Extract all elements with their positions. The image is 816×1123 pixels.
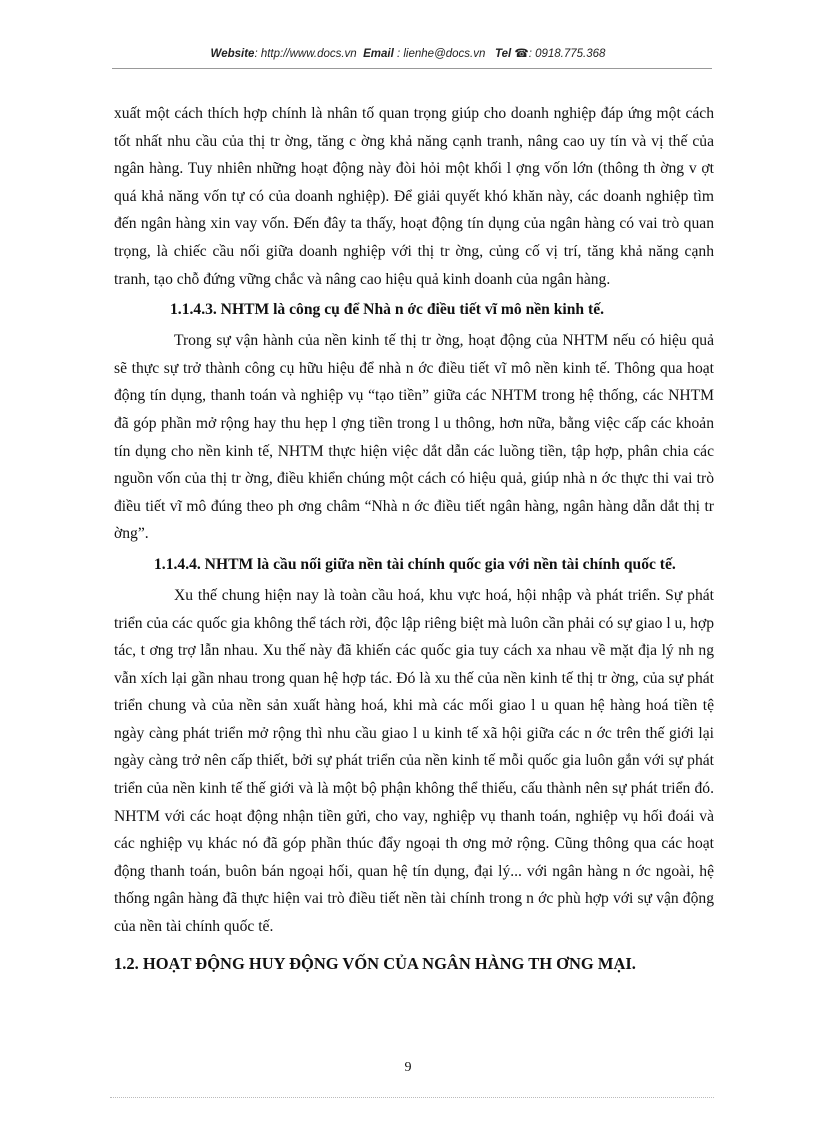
page-number: 9 [404,1060,412,1075]
website-label: Website [210,48,255,60]
paragraph-macro-regulation: Trong sự vận hành của nền kinh tế thị tr ờng, hoạt động của NHTM nếu có hiệu quả sẽ thực sự trở thành công cụ hữu hiệu để nhà n ớc điều tiết vĩ mô nền kinh tế. Thông qua hoạt động tín dụng, thanh toán và nghiệp vụ “tạo tiền” giữa các NHTM trong hệ thống, các NHTM đã góp phần mở rộng hay thu hẹp l ợng tiền trong l u thông, hơn nữa, bằng việc cấp các khoản tín dụng cho nền kinh tế, NHTM thực hiện việc dắt dẫn các luồng tiền, tập hợp, phân chia các nguồn vốn của thị tr ờng, điều khiển chúng một cách có hiệu quả, giúp nhà n ớc thực thi vai trò điều tiết vĩ mô đúng theo ph ơng châm “Nhà n ớc điều tiết ngân hàng, ngân hàng dẫn dắt thị tr ờng”. [114,332,714,543]
heading-1-2: 1.2. HOẠT ĐỘNG HUY ĐỘNG VỐN CỦA NGÂN HÀNG TH ƠNG MẠI. [114,953,636,973]
email-value: : lienhe@docs.vn [396,48,486,60]
website-value: : http://www.docs.vn [254,48,357,60]
document-body [114,100,714,981]
footer-divider [110,1097,714,1098]
email-label: Email [363,48,394,60]
tel-label: Tel [494,48,512,60]
paragraph-international-finance: Xu thế chung hiện nay là toàn cầu hoá, khu vực hoá, hội nhập và phát triển. Sự phát triển của các quốc gia không thể tách rời, độc lập riêng biệt mà luôn cần phải có sự giao l u, hợp tác, t ơng trợ lẫn nhau. Xu thế này đã khiến các quốc gia tuy cách xa nhau về mặt địa lý nh ng vẫn xích lại gần nhau trong quan hệ hợp tác. Đó là xu thế của nền kinh tế thị tr ờng, của sự phát triển chung và của nền sản xuất hàng hoá, khi mà các mối giao l u quan hệ hàng hoá tiền tệ ngày càng phát triển mở rộng thì nhu cầu giao l u kinh tế xã hội giữa các n ớc trên thế giới lại ngày càng trở nên cấp thiết, bởi sự phát triển của nền kinh tế mỗi quốc gia luôn gắn với sự phát triển của nền kinh tế thế giới và là một bộ phận không thể thiếu, cấu thành nên sự phát triển đó. NHTM với các hoạt động nhận tiền gửi, cho vay, nghiệp vụ thanh toán, nghiệp vụ hối đoái và các nghiệp vụ khác nó đã góp phần thúc đẩy ngoại th ơng mở rộng. Cũng thông qua các hoạt động thanh toán, buôn bán ngoại hối, quan hệ tín dụng, đại lý... với ngân hàng n ớc ngoài, hệ thống ngân hàng đã thực hiện vai trò điều tiết nền tài chính trong n ớc phù hợp với sự vận động của nền tài chính quốc tế. [114,586,714,936]
phone-icon: ☎ [514,48,529,60]
heading-1-1-4-4: 1.1.4.4. NHTM là cầu nối giữa nền tài chính quốc gia với nền tài chính quốc tế. [154,555,676,573]
page-header [0,46,816,60]
heading-1-1-4-3: 1.1.4.3. NHTM là công cụ để Nhà n ớc điều tiết vĩ mô nền kinh tế. [170,301,605,319]
tel-value: : 0918.775.368 [528,48,606,60]
paragraph-intro-continuation: xuất một cách thích hợp chính là nhân tố quan trọng giúp cho doanh nghiệp đáp ứng một cách tốt nhất nhu cầu của thị tr ờng, tăng c ờng khả năng cạnh tranh, nâng cao uy tín và vị thế của ngân hàng. Tuy nhiên những hoạt động này đòi hỏi một khối l ợng vốn lớn (thông th ờng v ợt quá khả năng vốn tự có của doanh nghiệp). Để giải quyết khó khăn này, các doanh nghiệp tìm đến ngân hàng xin vay vốn. Đến đây ta thấy, hoạt động tín dụng của ngân hàng có vai trò quan trọng, là chiếc cầu nối giữa doanh nghiệp với thị tr ờng, củng cố vị trí, tăng khả năng cạnh tranh, tạo chỗ đứng vững chắc và nâng cao hiệu quả kinh doanh của ngân hàng. [114,105,714,288]
header-divider [112,68,712,69]
